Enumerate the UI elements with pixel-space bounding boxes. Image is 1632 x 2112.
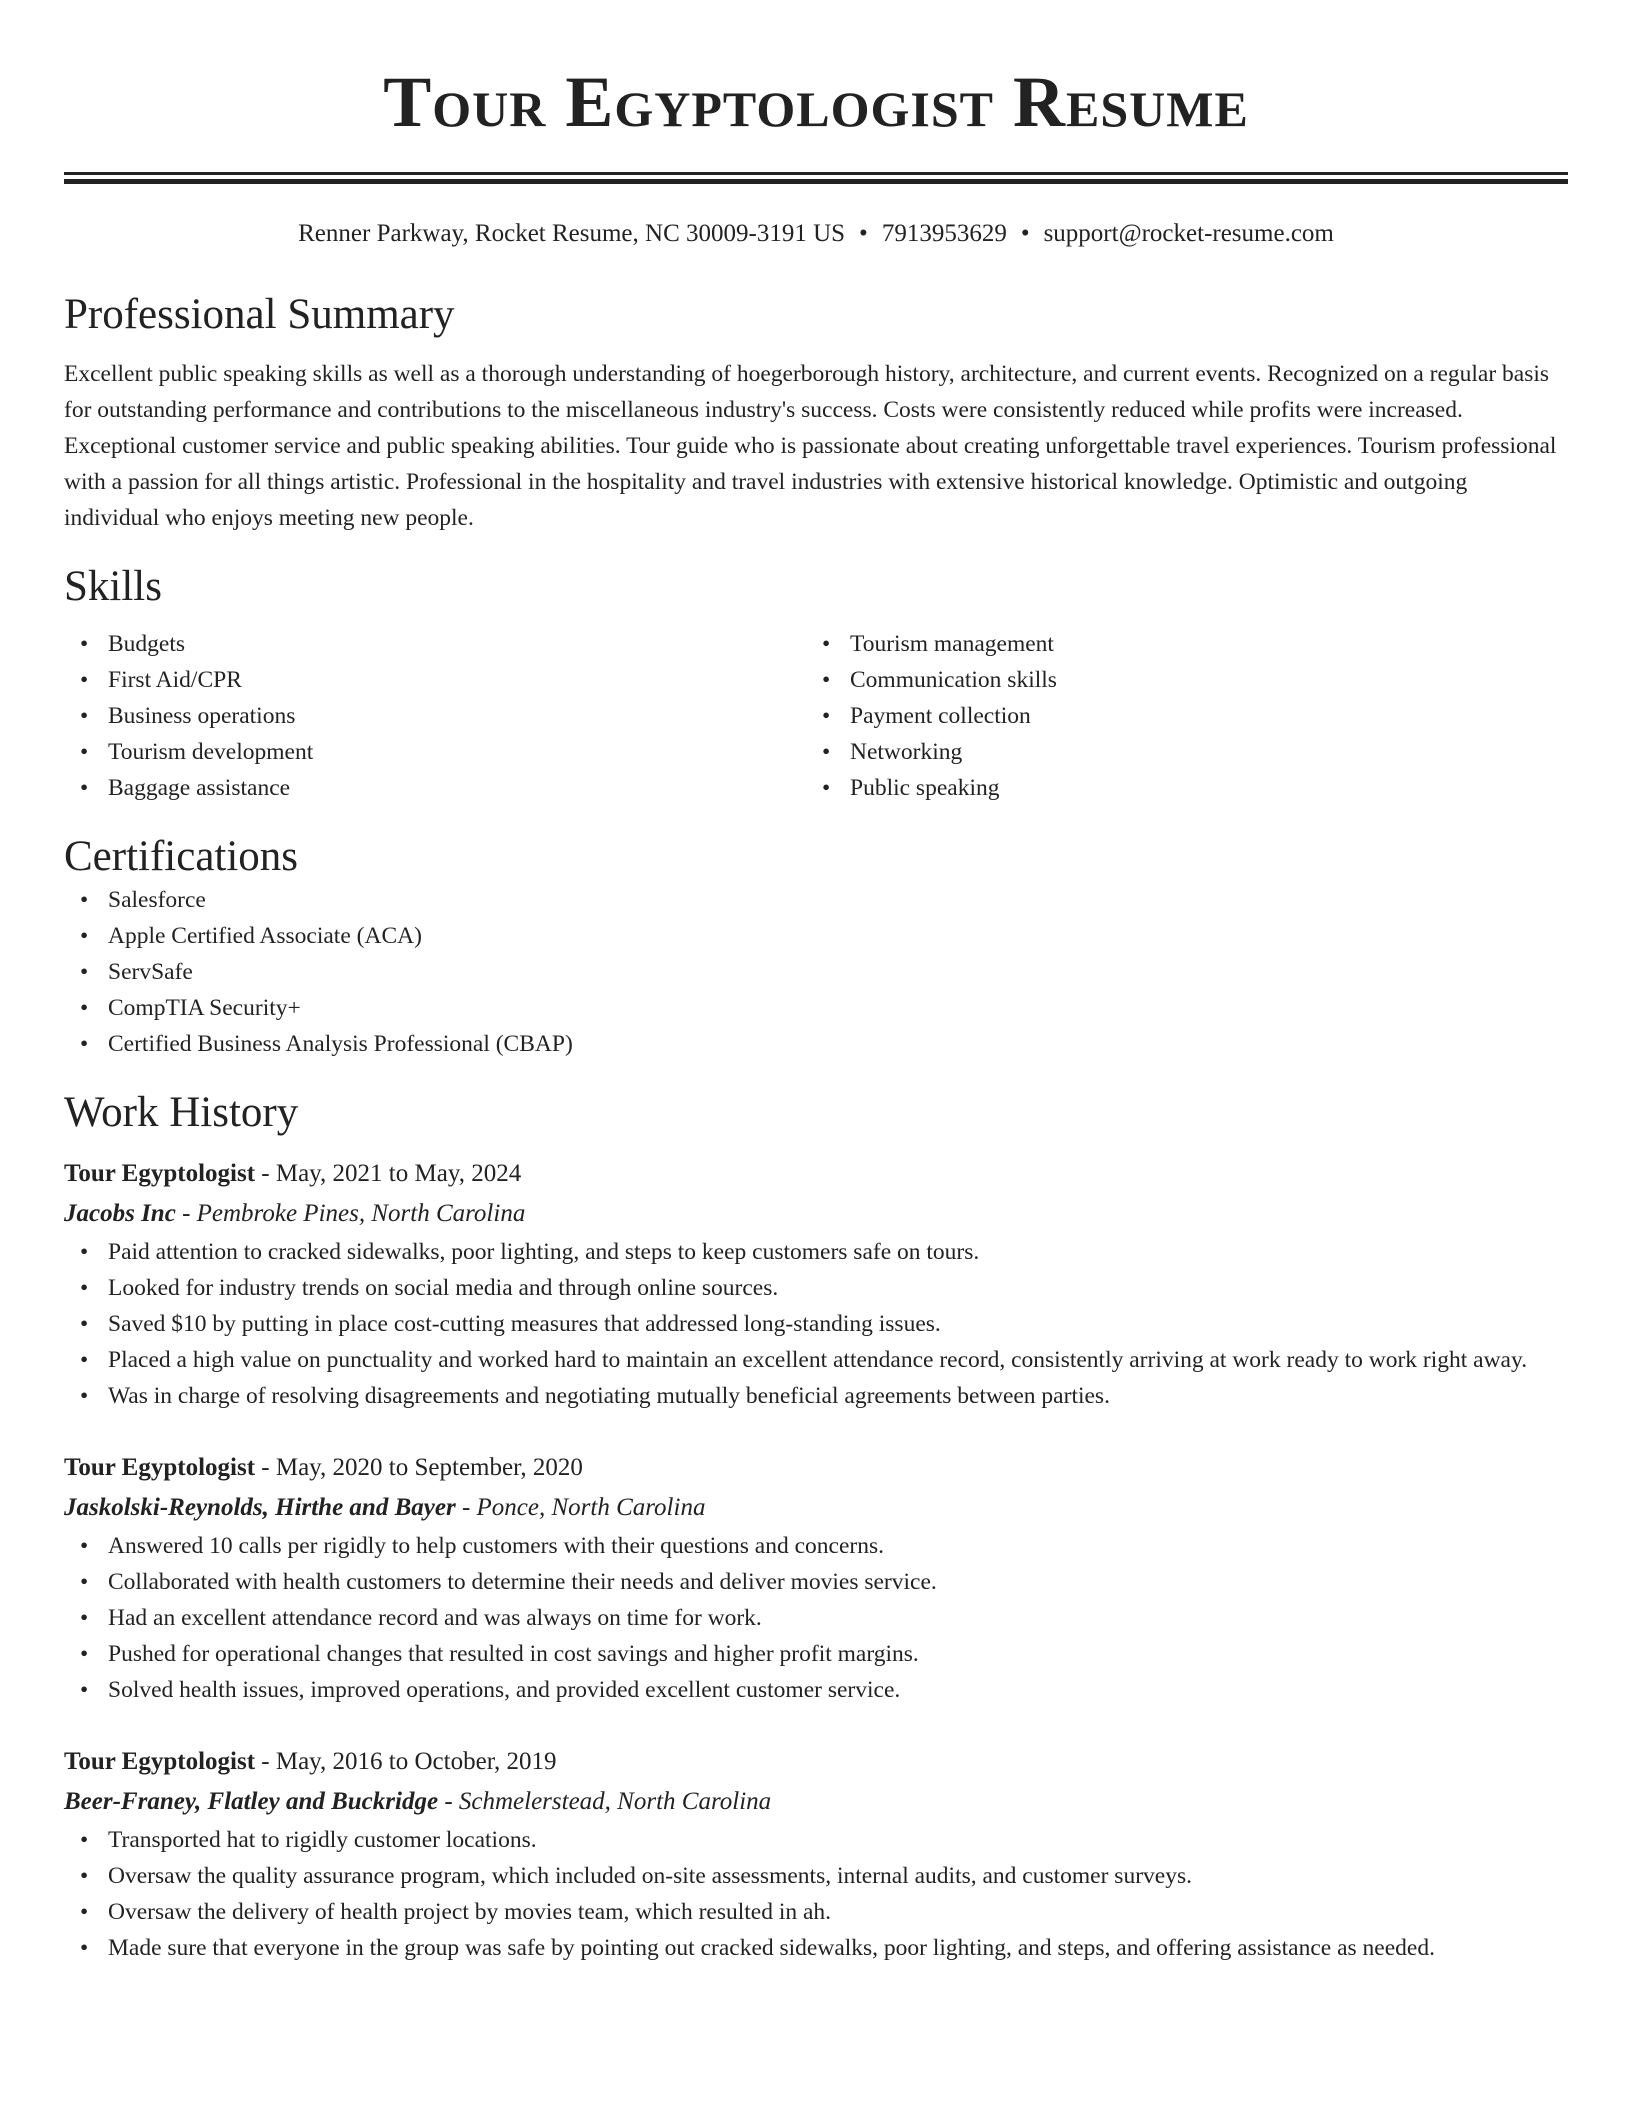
list-item <box>64 954 1568 990</box>
skill-text: Tourism management <box>850 631 1054 657</box>
job-company-line: Jacobs Inc - Pembroke Pines, North Carolina <box>64 1200 526 1227</box>
duty-text: Looked for industry trends on social media and through online sources. <box>108 1275 779 1301</box>
bullet-icon: • <box>80 775 89 801</box>
list-item <box>64 1822 1568 1858</box>
skill-text: Networking <box>850 739 963 765</box>
job-entry <box>64 1742 1568 1966</box>
header-rule <box>64 172 1568 184</box>
contact-phone: 7913953629 <box>881 220 1007 247</box>
certifications-heading: Certifications <box>64 833 299 880</box>
job-title-line: Tour Egyptologist - May, 2021 to May, 2024 <box>64 1160 522 1187</box>
list-item <box>64 1306 1568 1342</box>
contact-separator: • <box>859 220 868 247</box>
list-item <box>64 662 806 698</box>
skills-column-left <box>64 626 806 806</box>
duty-text: Collaborated with health customers to determine their needs and deliver movies service. <box>108 1569 937 1595</box>
skill-text: Budgets <box>108 631 186 657</box>
bullet-icon: • <box>80 1383 89 1409</box>
list-item <box>64 698 806 734</box>
bullet-icon: • <box>80 667 89 693</box>
job-location: Pembroke Pines, North Carolina <box>196 1200 526 1227</box>
bullet-icon: • <box>80 995 89 1021</box>
duty-text: Was in charge of resolving disagreements and negotiating mutually beneficial agreements between parties. <box>108 1383 1110 1409</box>
bullet-icon: • <box>80 1311 89 1337</box>
certification-text: Apple Certified Associate (ACA) <box>108 923 422 949</box>
skill-text: Payment collection <box>850 703 1031 729</box>
job-dates: May, 2021 to May, 2024 <box>275 1160 522 1187</box>
bullet-icon: • <box>80 923 89 949</box>
list-item <box>64 1026 1568 1062</box>
skills-list-left <box>64 626 806 806</box>
job-location: Ponce, North Carolina <box>476 1494 706 1521</box>
duty-text: Placed a high value on punctuality and worked hard to maintain an excellent attendance record, consistently arriving at work ready to work right away. <box>108 1347 1528 1373</box>
contact-line <box>64 218 1568 250</box>
bullet-icon: • <box>80 1677 89 1703</box>
job-company-line: Jaskolski-Reynolds, Hirthe and Bayer - Ponce, North Carolina <box>64 1494 706 1521</box>
duty-text: Made sure that everyone in the group was safe by pointing out cracked sidewalks, poor lighting, and steps, and offering assistance as needed. <box>108 1935 1435 1961</box>
list-item <box>806 626 1548 662</box>
duty-text: Oversaw the quality assurance program, which included on-site assessments, internal audits, and customer surveys. <box>108 1863 1192 1889</box>
skill-text: Business operations <box>108 703 296 729</box>
bullet-icon: • <box>80 1605 89 1631</box>
work-history-heading: Work History <box>64 1089 299 1136</box>
job-title-line: Tour Egyptologist - May, 2016 to October, 2019 <box>64 1748 557 1775</box>
bullet-icon: • <box>822 775 831 801</box>
bullet-icon: • <box>80 703 89 729</box>
skill-text: Communication skills <box>850 667 1057 693</box>
list-item <box>806 698 1548 734</box>
job-entry <box>64 1154 1568 1414</box>
contact-separator: • <box>1020 220 1030 247</box>
bullet-icon: • <box>822 631 831 657</box>
skill-text: Baggage assistance <box>108 775 291 801</box>
job-duties-list <box>64 1528 1568 1708</box>
certification-text: ServSafe <box>108 959 193 985</box>
list-item <box>64 626 806 662</box>
summary-text: Excellent public speaking skills as well as a thorough understanding of hoegerborough history, architecture, and current events. Recognized on a regular basis for outstanding performance and contributions to the miscellaneous industry's success. Costs were consistently reduced while profits were increased. Exceptional customer service and public speaking abilities. Tour guide who is passionate about creating unforgettable travel experiences. Tourism professional with a passion for all things artistic. Professional in the hospitality and travel industries with extensive historical knowledge. Optimistic and outgoing individual who enjoys meeting new people. <box>64 361 1557 531</box>
duty-text: Answered 10 calls per rigidly to help customers with their questions and concerns. <box>108 1533 884 1559</box>
bullet-icon: • <box>822 703 831 729</box>
duty-text: Oversaw the delivery of health project by movies team, which resulted in ah. <box>108 1899 832 1925</box>
bullet-icon: • <box>80 1347 89 1373</box>
bullet-icon: • <box>80 739 89 765</box>
bullet-icon: • <box>80 887 89 913</box>
job-dates: May, 2016 to October, 2019 <box>275 1748 557 1775</box>
duty-text: Pushed for operational changes that resulted in cost savings and higher profit margins. <box>108 1641 919 1667</box>
certification-text: Salesforce <box>108 887 206 913</box>
job-title: Tour Egyptologist <box>64 1160 256 1187</box>
bullet-icon: • <box>80 1275 89 1301</box>
certification-text: Certified Business Analysis Professional (CBAP) <box>108 1031 573 1057</box>
job-title: Tour Egyptologist <box>64 1454 256 1481</box>
duty-text: Transported hat to rigidly customer locations. <box>108 1827 537 1853</box>
list-item <box>64 1600 1568 1636</box>
list-item <box>64 882 1568 918</box>
bullet-icon: • <box>80 1031 89 1057</box>
list-item <box>64 1270 1568 1306</box>
summary-heading: Professional Summary <box>64 291 455 338</box>
job-company: Jacobs Inc <box>64 1200 176 1227</box>
bullet-icon: • <box>80 1569 89 1595</box>
bullet-icon: • <box>80 1935 89 1961</box>
list-item <box>64 1564 1568 1600</box>
job-title-line: Tour Egyptologist - May, 2020 to September, 2020 <box>64 1454 583 1481</box>
bullet-icon: • <box>80 1863 89 1889</box>
skills-heading: Skills <box>64 563 162 610</box>
list-item <box>64 1930 1568 1966</box>
resume-title: Tour Egyptologist Resume <box>383 62 1249 142</box>
bullet-icon: • <box>80 1641 89 1667</box>
skills-list-right <box>806 626 1548 806</box>
bullet-icon: • <box>80 1827 89 1853</box>
bullet-icon: • <box>80 1533 89 1559</box>
list-item <box>64 734 806 770</box>
job-company-line: Beer-Franey, Flatley and Buckridge - Schmelerstead, North Carolina <box>64 1788 772 1815</box>
skills-grid <box>64 626 1568 806</box>
skill-text: Public speaking <box>850 775 1000 801</box>
job-entry <box>64 1448 1568 1708</box>
bullet-icon: • <box>822 667 831 693</box>
duty-text: Saved $10 by putting in place cost-cutting measures that addressed long-standing issues. <box>108 1311 941 1337</box>
skill-text: Tourism development <box>108 739 314 765</box>
bullet-icon: • <box>822 739 831 765</box>
list-item <box>64 1858 1568 1894</box>
list-item <box>64 918 1568 954</box>
job-dates: May, 2020 to September, 2020 <box>275 1454 583 1481</box>
list-item <box>806 734 1548 770</box>
bullet-icon: • <box>80 959 89 985</box>
duty-text: Had an excellent attendance record and was always on time for work. <box>108 1605 762 1631</box>
job-duties-list <box>64 1234 1568 1414</box>
bullet-icon: • <box>80 1239 89 1265</box>
duty-text: Paid attention to cracked sidewalks, poor lighting, and steps to keep customers safe on tours. <box>108 1239 980 1265</box>
duty-text: Solved health issues, improved operations, and provided excellent customer service. <box>108 1677 901 1703</box>
bullet-icon: • <box>80 631 89 657</box>
list-item <box>64 770 806 806</box>
bullet-icon: • <box>80 1899 89 1925</box>
job-company: Jaskolski-Reynolds, Hirthe and Bayer <box>64 1494 456 1521</box>
certifications-list <box>64 882 1568 1062</box>
job-duties-list <box>64 1822 1568 1966</box>
job-title: Tour Egyptologist <box>64 1748 256 1775</box>
skills-column-right <box>806 626 1548 806</box>
certification-text: CompTIA Security+ <box>108 995 301 1021</box>
list-item <box>64 1342 1568 1378</box>
skill-text: First Aid/CPR <box>108 667 242 693</box>
job-location: Schmelerstead, North Carolina <box>458 1788 772 1815</box>
list-item <box>64 1234 1568 1270</box>
list-item <box>64 1636 1568 1672</box>
list-item <box>64 1894 1568 1930</box>
contact-email: support@rocket-resume.com <box>1043 220 1334 247</box>
list-item <box>64 990 1568 1026</box>
list-item <box>64 1672 1568 1708</box>
job-company: Beer-Franey, Flatley and Buckridge <box>64 1788 439 1815</box>
list-item <box>806 770 1548 806</box>
contact-address: Renner Parkway, Rocket Resume, NC 30009-3191 US <box>298 220 846 247</box>
list-item <box>64 1378 1568 1414</box>
list-item <box>806 662 1548 698</box>
list-item <box>64 1528 1568 1564</box>
